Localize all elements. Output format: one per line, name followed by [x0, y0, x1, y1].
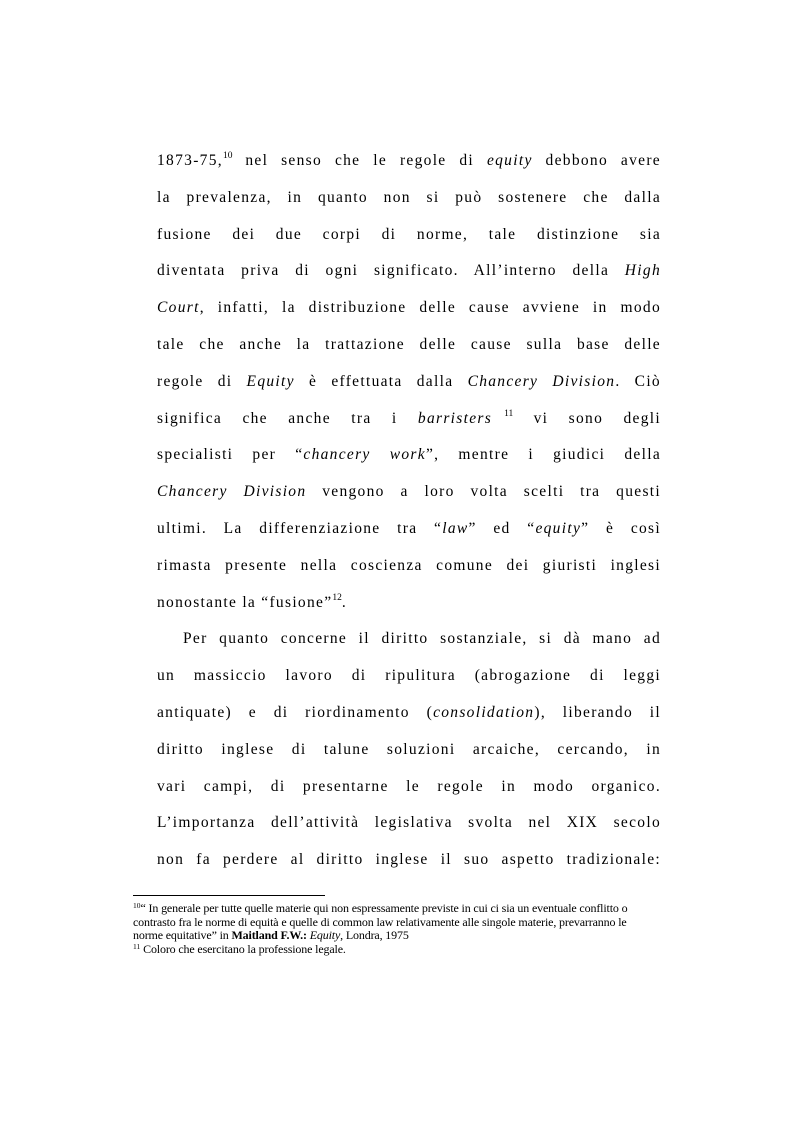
paragraph-line: 1873-75,10 nel senso che le regole di equity debbono avere [157, 151, 661, 169]
footnotes [133, 902, 653, 956]
body-text [157, 143, 661, 879]
paragraph-line: Chancery Division vengono a loro volta scelti tra questi [157, 483, 661, 501]
paragraph-line: nonostante la “fusione”$^{12}$. [157, 592, 348, 611]
paragraph-line: L’importanza dell’attività legislativa svolta nel XIX secolo [157, 814, 661, 832]
paragraph-line: fusione dei due corpi di norme, tale distinzione sia [157, 225, 661, 243]
paragraph-line: un massiccio lavoro di ripulitura (abrogazione di leggi [157, 667, 661, 685]
paragraph-line: diritto inglese di talune soluzioni arcaiche, cercando, in [157, 740, 661, 758]
paragraph-line: tale che anche la trattazione delle cause sulla base delle [157, 335, 661, 353]
paragraph-line: Court, infatti, la distribuzione delle cause avviene in modo [157, 299, 661, 317]
paragraph-line: Per quanto concerne il diritto sostanziale, si dà mano ad [183, 630, 661, 648]
footnote-ref-11[interactable]: 11 [504, 408, 514, 419]
paragraph-line: specialisti per “chancery work”, mentre i giudici della [157, 446, 661, 464]
paragraph-line: non fa perdere al diritto inglese il suo aspetto tradizionale: [157, 851, 661, 869]
footnote-ref-10[interactable]: 10 [222, 151, 233, 161]
footnote-ref-12[interactable]: 12 [332, 592, 342, 603]
footnote-11: $^{11}$ Coloro che esercitano la professione legale. [133, 941, 346, 956]
paragraph-line: vari campi, di presentarne le regole in modo organico. [157, 777, 661, 795]
paragraph-line: regole di Equity è effettuata dalla Chancery Division. Ciò [157, 372, 661, 390]
paragraph-line: antiquate) e di riordinamento (consolidation), liberando il [157, 703, 661, 721]
paragraph-line: rimasta presente nella coscienza comune dei giuristi inglesi [157, 556, 661, 574]
footnote-divider [133, 895, 325, 896]
paragraph-line: la prevalenza, in quanto non si può sostenere che dalla [157, 188, 661, 206]
paragraph-line: significa che anche tra i barristers $^{11}$ vi sono degli [157, 408, 662, 427]
paragraph-line: diventata priva di ogni significato. All’interno della High [157, 262, 661, 280]
footnote-10: $^{10}$“ In generale per tutte quelle materie qui non espressamente previste in cui ci sia un eventuale conflitto o contrasto fra le norme di equità e quelle di common law relativamente alle singole materie, prevarranno le norme equitative” in Maitland F.W.: Equity, Londra, 1975 [133, 901, 628, 942]
paragraph-line: ultimi. La differenziazione tra “law” ed “equity” è così [157, 519, 661, 537]
